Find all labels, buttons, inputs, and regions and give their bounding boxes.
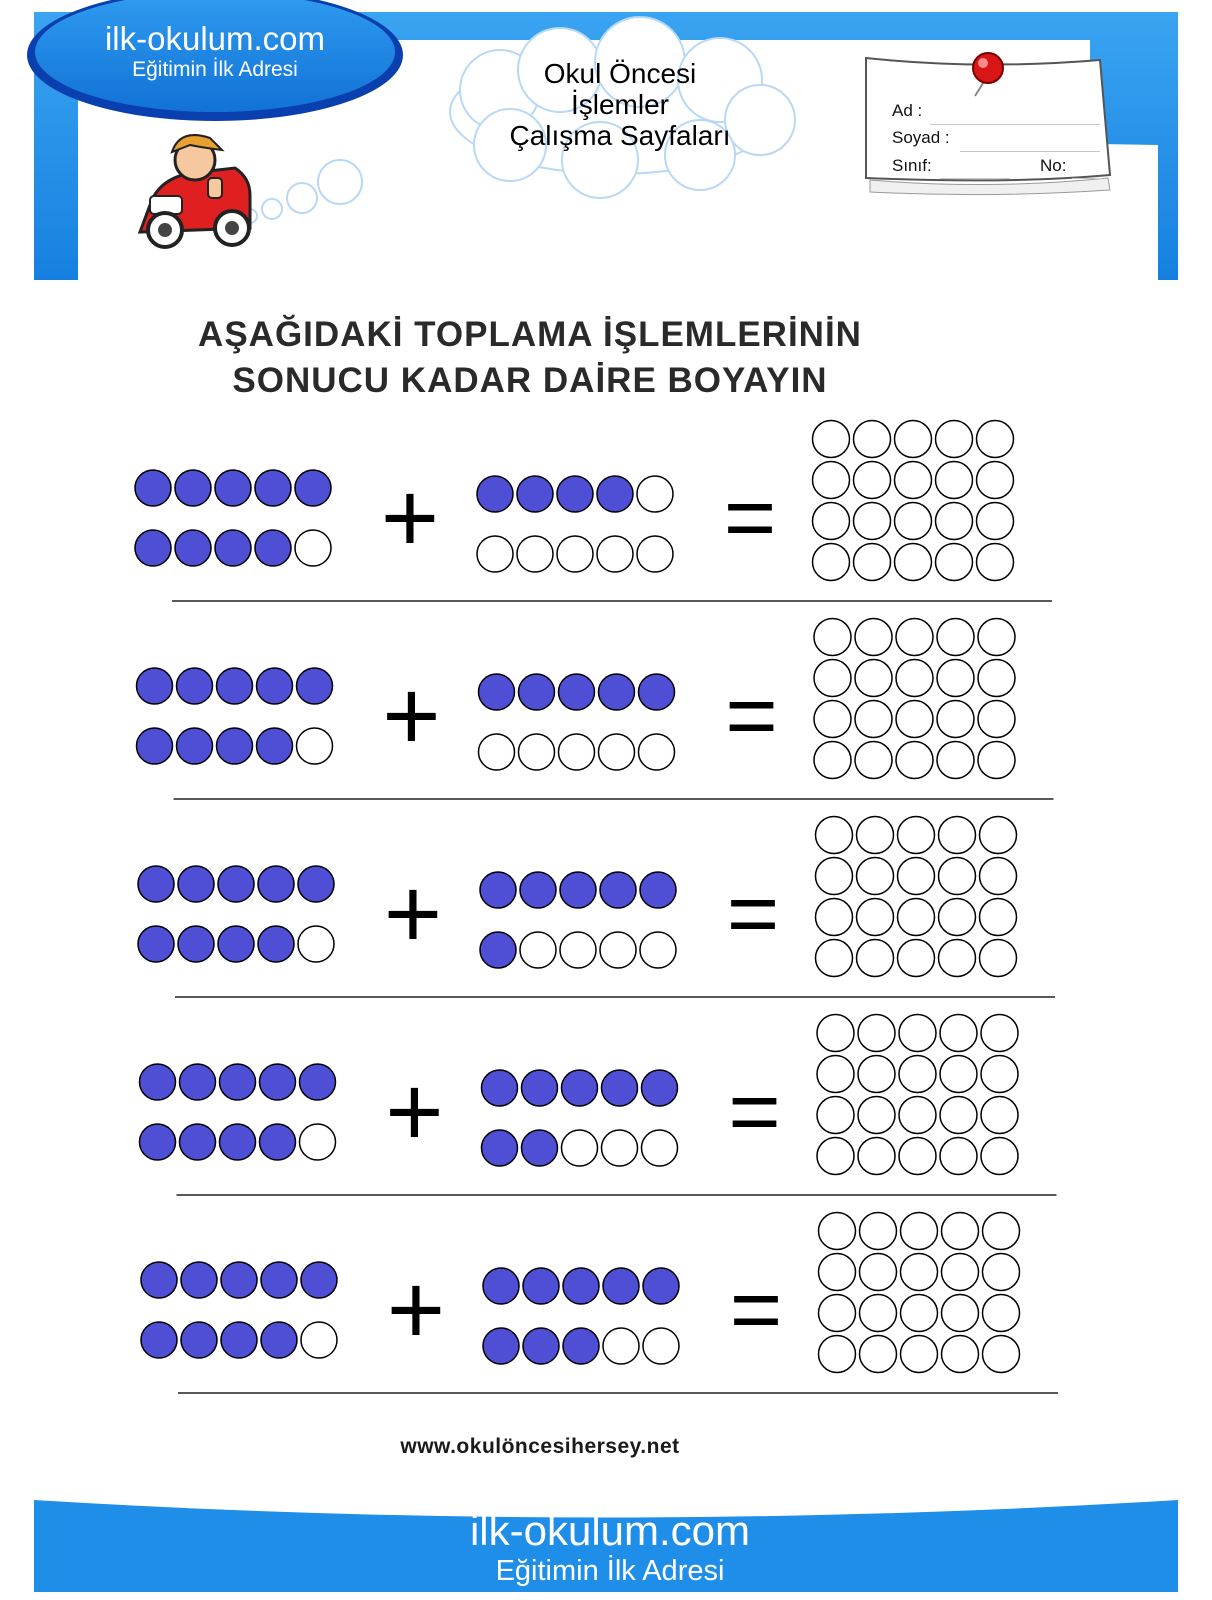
answer-circle[interactable]: [854, 421, 891, 458]
left-dot: [258, 926, 294, 962]
answer-circle[interactable]: [942, 1213, 979, 1250]
left-dot: [218, 926, 254, 962]
answer-circle[interactable]: [936, 462, 973, 499]
answer-circle[interactable]: [817, 1056, 854, 1093]
answer-circle[interactable]: [977, 503, 1014, 540]
answer-circle[interactable]: [981, 1138, 1018, 1175]
answer-circle[interactable]: [937, 701, 974, 738]
answer-circle[interactable]: [855, 619, 892, 656]
answer-circle[interactable]: [813, 503, 850, 540]
answer-circle[interactable]: [939, 899, 976, 936]
left-dot: [255, 470, 291, 506]
left-dot[interactable]: [300, 1124, 336, 1160]
answer-circle[interactable]: [854, 544, 891, 581]
right-dot: [640, 872, 676, 908]
answer-circle[interactable]: [937, 742, 974, 779]
left-dot[interactable]: [295, 530, 331, 566]
right-dot[interactable]: [639, 734, 675, 770]
answer-circle[interactable]: [858, 1015, 895, 1052]
right-dot: [597, 476, 633, 512]
left-dot: [217, 668, 253, 704]
equals-sign: =: [726, 864, 780, 964]
website-link[interactable]: www.okulöncesihersey.net: [400, 1435, 680, 1458]
left-dot: [180, 1064, 216, 1100]
left-dot: [215, 470, 251, 506]
left-dot: [138, 866, 174, 902]
left-dot: [178, 926, 214, 962]
equals-sign: =: [728, 1062, 781, 1162]
answer-circle[interactable]: [819, 1254, 856, 1291]
right-dot[interactable]: [603, 1328, 639, 1364]
right-dot[interactable]: [560, 932, 596, 968]
right-dot[interactable]: [642, 1130, 678, 1166]
left-dot: [255, 530, 291, 566]
right-dot: [523, 1268, 559, 1304]
answer-circle[interactable]: [819, 1213, 856, 1250]
plus-sign: +: [383, 858, 443, 970]
site-slogan: Eğitimin İlk Adresi: [132, 58, 298, 81]
answer-circle[interactable]: [936, 503, 973, 540]
right-dot: [563, 1328, 599, 1364]
right-dot: [519, 674, 555, 710]
answer-circle[interactable]: [895, 421, 932, 458]
no-label: No:: [1040, 156, 1067, 175]
answer-circle[interactable]: [942, 1254, 979, 1291]
answer-circle[interactable]: [977, 421, 1014, 458]
left-dot: [221, 1322, 257, 1358]
left-dot: [178, 866, 214, 902]
site-name: ilk-okulum.com: [104, 20, 326, 57]
left-dot: [137, 728, 173, 764]
right-dot: [563, 1268, 599, 1304]
answer-circle[interactable]: [813, 421, 850, 458]
left-dot[interactable]: [301, 1322, 337, 1358]
answer-circle[interactable]: [816, 899, 853, 936]
answer-circle[interactable]: [901, 1254, 938, 1291]
answer-circle[interactable]: [940, 1138, 977, 1175]
answer-circle[interactable]: [819, 1336, 856, 1373]
answer-circle[interactable]: [816, 940, 853, 977]
right-dot[interactable]: [602, 1130, 638, 1166]
answer-circle[interactable]: [816, 858, 853, 895]
right-dot: [522, 1070, 558, 1106]
right-dot[interactable]: [599, 734, 635, 770]
left-dot: [138, 926, 174, 962]
equals-sign: =: [725, 666, 778, 766]
answer-circle[interactable]: [899, 1138, 936, 1175]
left-dot: [180, 1124, 216, 1160]
answer-circle[interactable]: [813, 544, 850, 581]
answer-circle[interactable]: [901, 1336, 938, 1373]
answer-circle[interactable]: [978, 660, 1015, 697]
left-dot: [177, 728, 213, 764]
left-dot: [141, 1322, 177, 1358]
answer-circle[interactable]: [817, 1097, 854, 1134]
answer-circle[interactable]: [939, 817, 976, 854]
answer-circle[interactable]: [860, 1213, 897, 1250]
left-dot: [181, 1322, 217, 1358]
answer-circle[interactable]: [896, 742, 933, 779]
cloud-title-line-1: Okul Öncesi: [543, 58, 697, 89]
exercise-row: [141, 1213, 1058, 1394]
instruction-line-2: SONUCU KADAR DAİRE BOYAYIN: [232, 361, 828, 400]
left-dot[interactable]: [298, 926, 334, 962]
answer-circle[interactable]: [942, 1295, 979, 1332]
right-dot[interactable]: [520, 932, 556, 968]
right-dot: [517, 476, 553, 512]
right-dot: [559, 674, 595, 710]
answer-circle[interactable]: [814, 619, 851, 656]
answer-circle[interactable]: [896, 701, 933, 738]
answer-circle[interactable]: [940, 1056, 977, 1093]
answer-circle[interactable]: [898, 940, 935, 977]
answer-circle[interactable]: [898, 817, 935, 854]
left-dot: [217, 728, 253, 764]
left-dot: [141, 1262, 177, 1298]
right-dot[interactable]: [643, 1328, 679, 1364]
sinif-label: Sınıf:: [892, 156, 932, 175]
answer-circle[interactable]: [937, 660, 974, 697]
exercise-row: [135, 421, 1052, 602]
answer-circle[interactable]: [857, 899, 894, 936]
right-dot: [477, 476, 513, 512]
answer-circle[interactable]: [817, 1138, 854, 1175]
cloud-title-line-3: Çalışma Sayfaları: [509, 120, 731, 151]
left-dot: [221, 1262, 257, 1298]
left-dot: [298, 866, 334, 902]
left-dot: [301, 1262, 337, 1298]
left-dot: [257, 668, 293, 704]
answer-circle[interactable]: [817, 1015, 854, 1052]
answer-circle[interactable]: [899, 1015, 936, 1052]
right-dot: [483, 1328, 519, 1364]
left-dot: [218, 866, 254, 902]
right-dot: [483, 1268, 519, 1304]
answer-circle[interactable]: [983, 1336, 1020, 1373]
right-dot[interactable]: [600, 932, 636, 968]
left-dot: [135, 470, 171, 506]
answer-circle[interactable]: [901, 1213, 938, 1250]
answer-circle[interactable]: [858, 1056, 895, 1093]
answer-circle[interactable]: [981, 1056, 1018, 1093]
right-dot[interactable]: [597, 536, 633, 572]
answer-circle[interactable]: [814, 742, 851, 779]
answer-circle[interactable]: [980, 817, 1017, 854]
left-dot: [261, 1322, 297, 1358]
plus-sign: +: [382, 660, 441, 772]
left-dot: [257, 728, 293, 764]
right-dot[interactable]: [477, 536, 513, 572]
answer-circle[interactable]: [854, 462, 891, 499]
right-dot: [482, 1130, 518, 1166]
left-dot: [181, 1262, 217, 1298]
answer-circle[interactable]: [860, 1254, 897, 1291]
answer-circle[interactable]: [858, 1138, 895, 1175]
right-dot: [522, 1130, 558, 1166]
right-dot[interactable]: [519, 734, 555, 770]
cloud-title-line-2: İşlemler: [570, 89, 669, 120]
right-dot: [520, 872, 556, 908]
left-dot: [220, 1064, 256, 1100]
answer-circle[interactable]: [977, 544, 1014, 581]
answer-circle[interactable]: [983, 1254, 1020, 1291]
right-dot[interactable]: [637, 536, 673, 572]
equals-sign: =: [729, 1260, 783, 1360]
left-dot: [140, 1124, 176, 1160]
right-dot[interactable]: [479, 734, 515, 770]
plus-sign: +: [386, 1254, 446, 1366]
right-dot: [603, 1268, 639, 1304]
left-dot: [295, 470, 331, 506]
answer-circle[interactable]: [896, 660, 933, 697]
answer-circle[interactable]: [860, 1336, 897, 1373]
left-dot: [215, 530, 251, 566]
left-dot: [220, 1124, 256, 1160]
answer-circle[interactable]: [981, 1015, 1018, 1052]
left-dot: [260, 1124, 296, 1160]
ad-label: Ad :: [892, 101, 923, 120]
answer-circle[interactable]: [898, 899, 935, 936]
answer-circle[interactable]: [983, 1295, 1020, 1332]
right-dot[interactable]: [637, 476, 673, 512]
footer-site-slogan: Eğitimin İlk Adresi: [495, 1555, 725, 1587]
left-dot: [135, 530, 171, 566]
right-dot: [523, 1328, 559, 1364]
exercise-row: [138, 817, 1055, 998]
right-dot[interactable]: [640, 932, 676, 968]
left-dot: [260, 1064, 296, 1100]
answer-circle[interactable]: [981, 1097, 1018, 1134]
answer-circle[interactable]: [816, 817, 853, 854]
right-dot: [479, 674, 515, 710]
answer-circle[interactable]: [857, 858, 894, 895]
answer-circle[interactable]: [898, 858, 935, 895]
left-dot: [300, 1064, 336, 1100]
right-dot: [602, 1070, 638, 1106]
answer-circle[interactable]: [895, 503, 932, 540]
right-dot: [482, 1070, 518, 1106]
answer-circle[interactable]: [977, 462, 1014, 499]
answer-circle[interactable]: [895, 544, 932, 581]
right-dot[interactable]: [557, 536, 593, 572]
right-dot: [600, 872, 636, 908]
right-dot: [560, 872, 596, 908]
right-dot: [562, 1070, 598, 1106]
answer-circle[interactable]: [978, 701, 1015, 738]
left-dot: [140, 1064, 176, 1100]
right-dot: [643, 1268, 679, 1304]
answer-circle[interactable]: [819, 1295, 856, 1332]
answer-circle[interactable]: [814, 660, 851, 697]
left-dot: [175, 470, 211, 506]
right-dot: [480, 872, 516, 908]
left-dot[interactable]: [297, 728, 333, 764]
answer-circle[interactable]: [858, 1097, 895, 1134]
right-dot[interactable]: [517, 536, 553, 572]
left-dot: [175, 530, 211, 566]
answer-circle[interactable]: [857, 817, 894, 854]
answer-circle[interactable]: [980, 858, 1017, 895]
right-dot: [642, 1070, 678, 1106]
left-dot: [297, 668, 333, 704]
exercise-row: [140, 1015, 1057, 1196]
left-dot: [177, 668, 213, 704]
answer-circle[interactable]: [980, 940, 1017, 977]
answer-circle[interactable]: [899, 1097, 936, 1134]
answer-circle[interactable]: [983, 1213, 1020, 1250]
answer-circle[interactable]: [854, 503, 891, 540]
answer-circle[interactable]: [813, 462, 850, 499]
answer-circle[interactable]: [899, 1056, 936, 1093]
left-dot: [261, 1262, 297, 1298]
soyad-label: Soyad :: [892, 128, 950, 147]
right-dot: [557, 476, 593, 512]
left-dot: [258, 866, 294, 902]
right-dot[interactable]: [562, 1130, 598, 1166]
instruction-line-1: AŞAĞIDAKİ TOPLAMA İŞLEMLERİNİN: [198, 315, 862, 354]
answer-circle[interactable]: [901, 1295, 938, 1332]
answer-circle[interactable]: [978, 742, 1015, 779]
answer-circle[interactable]: [895, 462, 932, 499]
answer-circle[interactable]: [936, 544, 973, 581]
footer-site-name: ilk-okulum.com: [469, 1507, 751, 1554]
right-dot: [639, 674, 675, 710]
exercise-row: [137, 619, 1054, 800]
right-dot: [480, 932, 516, 968]
equals-sign: =: [723, 468, 777, 568]
answer-circle[interactable]: [896, 619, 933, 656]
left-dot: [137, 668, 173, 704]
answer-circle[interactable]: [860, 1295, 897, 1332]
answer-circle[interactable]: [940, 1015, 977, 1052]
plus-sign: +: [385, 1056, 444, 1168]
answer-circle[interactable]: [937, 619, 974, 656]
answer-circle[interactable]: [814, 701, 851, 738]
answer-circle[interactable]: [939, 858, 976, 895]
plus-sign: +: [380, 462, 440, 574]
answer-circle[interactable]: [939, 940, 976, 977]
answer-circle[interactable]: [855, 701, 892, 738]
answer-circle[interactable]: [942, 1336, 979, 1373]
answer-circle[interactable]: [940, 1097, 977, 1134]
answer-circle[interactable]: [855, 742, 892, 779]
answer-circle[interactable]: [857, 940, 894, 977]
answer-circle[interactable]: [980, 899, 1017, 936]
right-dot[interactable]: [559, 734, 595, 770]
answer-circle[interactable]: [978, 619, 1015, 656]
answer-circle[interactable]: [936, 421, 973, 458]
answer-circle[interactable]: [855, 660, 892, 697]
right-dot: [599, 674, 635, 710]
